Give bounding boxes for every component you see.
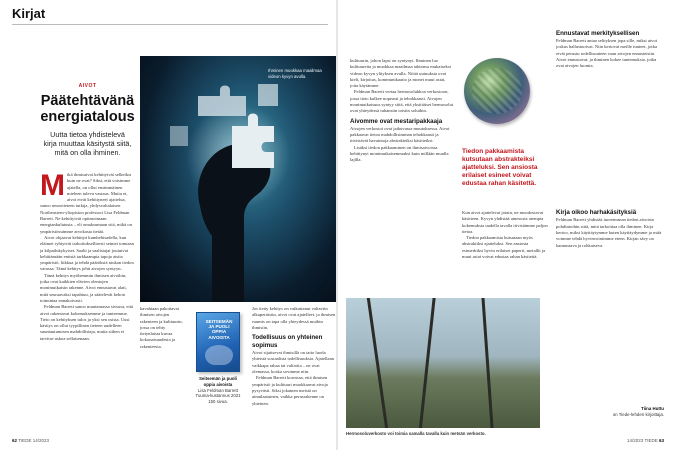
book-cover-graphic xyxy=(205,345,233,365)
paragraph: kulttuurin, johon lapsi on syntynyt. Ihminen luo kulttuureita ja muokkaa maailmaa tahtonsa mukaiseksi videon kyvyn ylityksen avulla. Nöitä uutuuksia ovat kieli, kirjoitus, kommunikaatio ja monet muut asiat, joita käytämme. xyxy=(350,58,451,89)
paragraph: Aivot sijaitsevat ihmisillä on taito luoda yhteisiä sosiaalisia todellisuuksia. Ajatellaan vaikkapa rahaa tai valtioita – ne ovat olemassa, koska sovimme niin. xyxy=(252,350,334,375)
issue-number: 14/2023 xyxy=(627,438,644,443)
magazine-name: TIEDE xyxy=(18,438,32,443)
paragraph: Kun aivot ajattelevat jotain, ne muodostavat käsitteen. Kyvyn yhdistää ainesosia aiempia kokemuksia uudella tavalla tiivistämme paljon tietoa. xyxy=(462,210,548,234)
lede-line-2: kirja muuttaa käsitystä siitä, xyxy=(43,139,132,148)
paragraph: Tämä kehitys myöhemmin ihmisen aivoihin, jotka ovat kaikkien elävien olentojen monimutkaisin rakenne. Aivot ennustavat alati, mitä seuraavaksi tapahtuu, ja säätelevät kehon toimintaa ennakoivasti. xyxy=(40,272,127,303)
pull-quote: Tiedon pakkaamista kutsutaan abstrakteiksi ajatteluksi. Sen ansiosta erilaiset esineet voivat edustaa rahan käsitettä. xyxy=(462,148,538,187)
paragraph: Feldman Barrett antaa selityksen jopa sille, miksi aivot joskus hallusinoivat. Niin kertovat meille tunteet, jotka eivät perustu todellisuuteen vaan aivojen ennusteisiin. Aivot ennustavat, ja ihminen kokee tuntemuksia, jotka ovat aivojen luomia. xyxy=(556,38,658,69)
lede-line-3: mitä on olla ihminen. xyxy=(54,148,121,157)
page-number: 63 xyxy=(658,438,664,443)
tree-shape xyxy=(481,298,537,428)
drop-cap: M xyxy=(40,172,65,202)
right-column-1 xyxy=(350,58,454,290)
left-page xyxy=(0,0,336,450)
paragraph: Feldman Barrett vertaa hermosolukkoa verkostoon, jossa tieto kulkee nopeasti ja tehokkaasti. Aivojen monimutkaisuus syntyy siitä, että yksittäiset hermosolut ovat yhteydessä tuhansiin toisiin soluihin. xyxy=(350,89,454,114)
title-line-2: energiatalous xyxy=(40,108,135,125)
author-credit: Tiina Huttu on Tiede-lehden kirjoittaja. xyxy=(612,406,664,417)
paragraph: ikä ihmisaivot kehittyivät selkeiksi kuin ne ovat? Siksi, että voisimme ajatella, on ollut ensimmäinen mieleen tuleva vastaus. Mutta ei, aivot eivät kehittyneet ajattelua, sanoo neurotieteen tutkija, yhdysvaltalaisen Northeastern-yliopiston professori Lisa Feldman Barrett. Ne kehittyivät optimoimaan energiankulutusta – eli omaksumaan sitä, mikä on ympäristössämme arvokasta tietää. xyxy=(40,172,132,234)
paragraph: Feldman Barrett korostaa, että ihmisen ympäristö ja kulttuuri muokkaavat aivoja pysyvästi. Siksi jokainen meistä on ainutlaatuinen, vaikka perusrakenne on yhteinen. xyxy=(252,375,328,406)
subheading: Aivomme ovat mestaripakkaaja xyxy=(350,117,443,125)
paragraph: Jos tietty kehitys on vaikuttanut valtaviin alkuperäisiin, aivot ovat ajatelleet, ja ihmisen ruumis on tapa olla yhteydessä muihin ihmisiin. xyxy=(252,306,336,330)
photo-caption: Hermosoluverkosto voi toimia samalla tavalla kuin metsän verkosto. xyxy=(346,431,486,436)
magazine-name: TIEDE xyxy=(644,438,658,443)
globe-image xyxy=(464,58,530,124)
book-caption: Seitsemän ja puoli oppia aivoista Lisa Feldman Barrett Tuuma-kustannus 2021 150 sivua. xyxy=(195,376,241,405)
kicker: AIVOT xyxy=(78,83,97,89)
body-column-1 xyxy=(40,172,135,434)
header-rule xyxy=(12,24,328,25)
book-cover-image xyxy=(196,312,240,372)
subheading: Kirja oikoo harhakäsityksiä xyxy=(556,209,637,217)
body-column-2-fill xyxy=(140,306,184,434)
paragraph: Aivojen verkostot ovat jatkuvassa muutoksessa. Aivot pakkaavat tietoa mahdollisimman tehokkaasti ja tiivistävät havaintoja abstrakteiksi käsitteiksi. xyxy=(350,125,450,144)
paragraph: Feldman Barrett yhdistää tuoreimman tiedon aivoista pohdintoihin siitä, mitä tarkoittaa olla ihminen. Kirja kertoo, miksi käyttäytymme kuten käyttäydymme ja mitä voimme tehdä hyvinvointimme eteen. Kirjan sävy on kannustava ja rohkaiseva. xyxy=(556,217,662,248)
body-column-3 xyxy=(252,306,336,434)
page-number: 62 xyxy=(12,438,18,443)
lede-line-1: Uutta tietoa yhdistelevä xyxy=(50,130,125,139)
page-footer xyxy=(12,438,49,443)
subheading: Todellisuus on yhteinen sopimus xyxy=(252,334,323,350)
puzzle-illustration-svg xyxy=(140,56,336,302)
article-lede xyxy=(40,130,135,157)
book-cover-title: SEITSEMÄN JA PUOLI OPPIA AIVOISTA xyxy=(205,319,233,340)
paragraph: Aivot ohjaavat kehittyä kumbehisadella, kun eläimet ryhtyivät tarkoituksellisesti seiniet tomiaan ja kilpailukykyiset. Saalit ja saalistajat joutuivat kehittämään entistä tarkkaampia tapoja aistia ympäristö, liikkua ja tehdä päätöksiä niukan tiedon varassa. Tämä kehitys johti aivojen syntyyn. xyxy=(40,234,134,272)
tree-shape xyxy=(419,298,479,428)
paragraph: Lisäksi tiedon pakkaaminen on ihmisaivoissa kehittynyt monimutkaisemmaksi kuin millään muulla lajilla. xyxy=(350,144,449,163)
page-footer xyxy=(627,438,664,443)
paragraph: Feldman Barrett sanoo muutamassa sivussa, että aivot rakentavat kokemuksemme ja tunteemme. Tieto on kehityksen tulos ja yksi sen osista. Uusi käsitys on ollut tyypillinen tieteen uudelleen suuntautumisen mahdollistaja, mutta siihen ei tarvitse uskoa sellaisenaan. xyxy=(40,304,134,341)
right-column-2 xyxy=(462,210,548,292)
right-column-3 xyxy=(556,30,664,402)
subheading: Ennustavat merkityksellisen xyxy=(556,30,640,37)
right-page xyxy=(338,0,674,450)
hero-caption: Ihminen muokkaa maailmaa videon kyvyn avulla. xyxy=(268,68,322,79)
article-title xyxy=(40,94,135,125)
paragraph: kavahtaan pakottavat ihmisen aivojen rakenteen ja kulttuurin, jossa on tehty tietynlaista kuvaa kokonaisuudesta ja rakenteesta. xyxy=(140,306,183,349)
forest-photo xyxy=(346,298,540,428)
issue-number: 14/2023 xyxy=(32,438,49,443)
section-title: Kirjat xyxy=(12,6,46,21)
title-line-1: Päätehtävänä xyxy=(40,93,135,109)
paragraph: Tiedon pakkaamista kutsutaan myös abstraktiksi ajatteluksi. Sen ansiosta esimerkiksi hyvin erilaiset paperit, metallit ja muut asiat voivat edustaa rahan käsitettä. xyxy=(462,235,546,260)
puzzle-hand-illustration xyxy=(140,56,336,302)
